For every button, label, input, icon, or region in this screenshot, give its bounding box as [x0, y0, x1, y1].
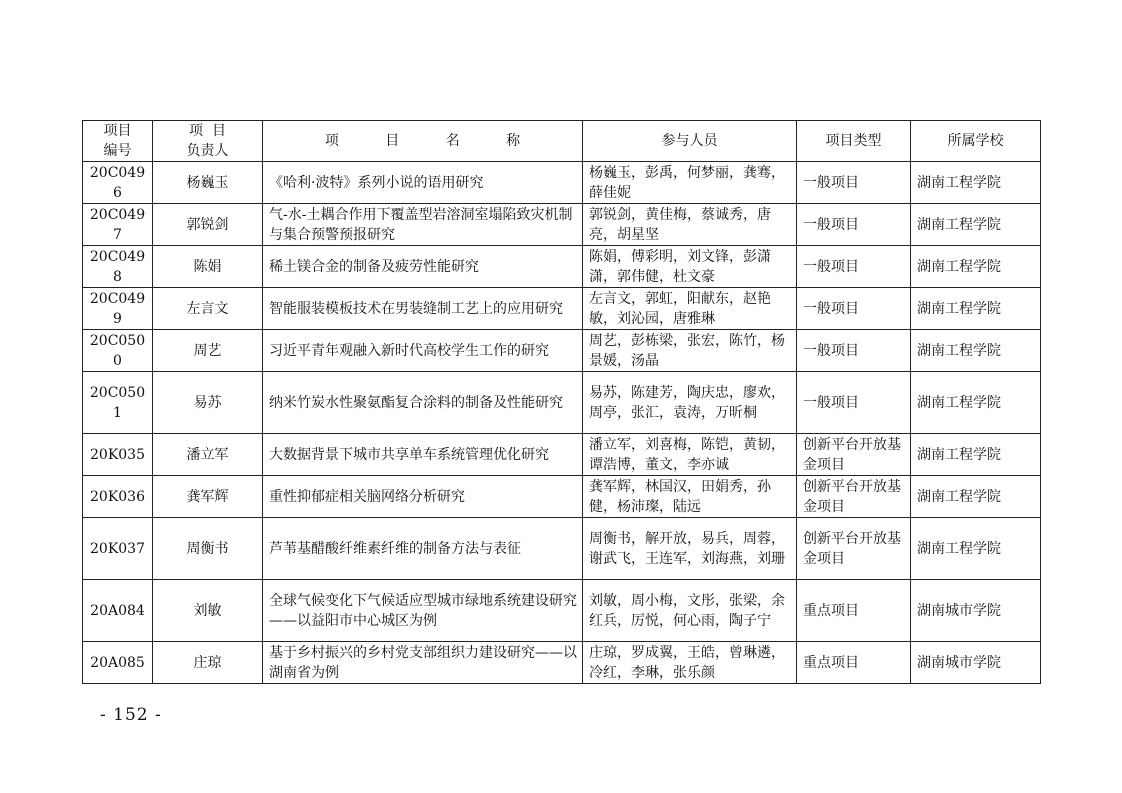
header-row: [83, 121, 1041, 162]
cell-project-code: 20C0499: [83, 288, 153, 330]
cell-project-type: 一般项目: [797, 330, 911, 372]
cell-participants: 郭锐剑，黄佳梅，蔡诚秀，唐亮，胡星坚: [583, 204, 797, 246]
cell-school: 湖南工程学院: [911, 204, 1041, 246]
cell-project-code: 20A084: [83, 580, 153, 642]
header-project-name: [263, 121, 583, 162]
cell-project-type: 创新平台开放基金项目: [797, 434, 911, 476]
header-project-type: 项目类型: [797, 121, 911, 162]
cell-project-code: 20K037: [83, 518, 153, 580]
cell-project-type: 创新平台开放基金项目: [797, 518, 911, 580]
cell-participants: 易苏，陈建芳，陶庆忠，廖欢，周亭，张汇，袁涛，万昕桐: [583, 372, 797, 434]
cell-project-code: 20C0501: [83, 372, 153, 434]
header-project-code-line2: 编号: [103, 143, 132, 159]
cell-project-leader: 杨巍玉: [153, 162, 263, 204]
table-row: [83, 434, 1041, 476]
table-row: [83, 288, 1041, 330]
cell-project-name: 习近平青年观融入新时代高校学生工作的研究: [263, 330, 583, 372]
cell-project-name: 纳米竹炭水性聚氨酯复合涂料的制备及性能研究: [263, 372, 583, 434]
header-project-code: [83, 121, 153, 162]
cell-school: 湖南工程学院: [911, 372, 1041, 434]
table-row: [83, 372, 1041, 434]
cell-project-leader: 易苏: [153, 372, 263, 434]
cell-project-code: 20K035: [83, 434, 153, 476]
table-row: [83, 476, 1041, 518]
cell-school: 湖南工程学院: [911, 246, 1041, 288]
cell-project-name: 重性抑郁症相关脑网络分析研究: [263, 476, 583, 518]
cell-school: 湖南工程学院: [911, 434, 1041, 476]
cell-project-type: 重点项目: [797, 642, 911, 684]
cell-project-name: 稀土镁合金的制备及疲劳性能研究: [263, 246, 583, 288]
table-row: [83, 642, 1041, 684]
cell-participants: 杨巍玉，彭禹，何梦丽，龚骞，薛佳妮: [583, 162, 797, 204]
cell-project-code: 20A085: [83, 642, 153, 684]
table-row: [83, 580, 1041, 642]
table-row: [83, 162, 1041, 204]
cell-project-leader: 周艺: [153, 330, 263, 372]
cell-project-leader: 庄琼: [153, 642, 263, 684]
cell-project-code: 20C0498: [83, 246, 153, 288]
cell-school: 湖南工程学院: [911, 162, 1041, 204]
cell-project-name: 《哈利·波特》系列小说的语用研究: [263, 162, 583, 204]
header-project-leader-line2: 负责人: [186, 143, 229, 159]
cell-participants: 潘立军，刘喜梅，陈铠，黄韧，谭浩博，董文，李亦诚: [583, 434, 797, 476]
cell-project-type: 一般项目: [797, 246, 911, 288]
table-row: [83, 330, 1041, 372]
cell-project-name: 气-水-土耦合作用下覆盖型岩溶洞室塌陷致灾机制与集合预警预报研究: [263, 204, 583, 246]
table-row: [83, 246, 1041, 288]
project-table-container: [82, 120, 1040, 684]
cell-project-code: 20C0496: [83, 162, 153, 204]
cell-participants: 庄琼，罗成翼，王皓，曾琳遴，冷红，李琳，张乐颜: [583, 642, 797, 684]
cell-project-type: 创新平台开放基金项目: [797, 476, 911, 518]
table-body: [83, 162, 1041, 684]
cell-project-code: 20C0497: [83, 204, 153, 246]
cell-project-code: 20C0500: [83, 330, 153, 372]
header-project-leader: [153, 121, 263, 162]
cell-project-name: 基于乡村振兴的乡村党支部组织力建设研究——以湖南省为例: [263, 642, 583, 684]
header-project-code-line1: 项目: [103, 123, 132, 139]
cell-participants: 龚军辉，林国汉，田娟秀，孙健，杨沛璨，陆远: [583, 476, 797, 518]
cell-participants: 陈娟，傅彩明，刘文锋，彭潇潇，郭伟健，杜文豪: [583, 246, 797, 288]
cell-project-name: 智能服装模板技术在男装缝制工艺上的应用研究: [263, 288, 583, 330]
cell-project-name: 大数据背景下城市共享单车系统管理优化研究: [263, 434, 583, 476]
cell-project-code: 20K036: [83, 476, 153, 518]
table-row: [83, 204, 1041, 246]
cell-project-type: 一般项目: [797, 162, 911, 204]
header-participants: 参与人员: [583, 121, 797, 162]
header-project-leader-line1: 项 目: [189, 123, 226, 139]
cell-participants: 周衡书，解开放，易兵，周蓉，谢武飞，王连军，刘海燕，刘珊: [583, 518, 797, 580]
cell-project-name: 全球气候变化下气候适应型城市绿地系统建设研究——以益阳市中心城区为例: [263, 580, 583, 642]
cell-project-leader: 郭锐剑: [153, 204, 263, 246]
cell-participants: 刘敏，周小梅，文彤，张梁，余红兵，厉悦，何心雨，陶子宁: [583, 580, 797, 642]
cell-project-type: 一般项目: [797, 288, 911, 330]
cell-project-name: 芦苇基醋酸纤维素纤维的制备方法与表征: [263, 518, 583, 580]
cell-project-leader: 龚军辉: [153, 476, 263, 518]
cell-project-type: 一般项目: [797, 204, 911, 246]
cell-project-leader: 潘立军: [153, 434, 263, 476]
project-table: [82, 120, 1041, 684]
cell-school: 湖南城市学院: [911, 642, 1041, 684]
table-row: [83, 518, 1041, 580]
cell-project-type: 重点项目: [797, 580, 911, 642]
cell-project-leader: 陈娟: [153, 246, 263, 288]
cell-participants: 左言文，郭虹，阳献东，赵艳敏，刘沁园，唐雅琳: [583, 288, 797, 330]
page-number: - 152 -: [100, 705, 162, 725]
cell-project-leader: 刘敏: [153, 580, 263, 642]
cell-project-leader: 周衡书: [153, 518, 263, 580]
cell-school: 湖南工程学院: [911, 518, 1041, 580]
header-school: 所属学校: [911, 121, 1041, 162]
cell-project-type: 一般项目: [797, 372, 911, 434]
cell-participants: 周艺，彭栋梁，张宏，陈竹，杨景媛，汤晶: [583, 330, 797, 372]
cell-school: 湖南工程学院: [911, 288, 1041, 330]
header-project-name-text: 项 目 名 称: [324, 133, 542, 149]
cell-school: 湖南工程学院: [911, 476, 1041, 518]
cell-project-leader: 左言文: [153, 288, 263, 330]
cell-school: 湖南城市学院: [911, 580, 1041, 642]
cell-school: 湖南工程学院: [911, 330, 1041, 372]
